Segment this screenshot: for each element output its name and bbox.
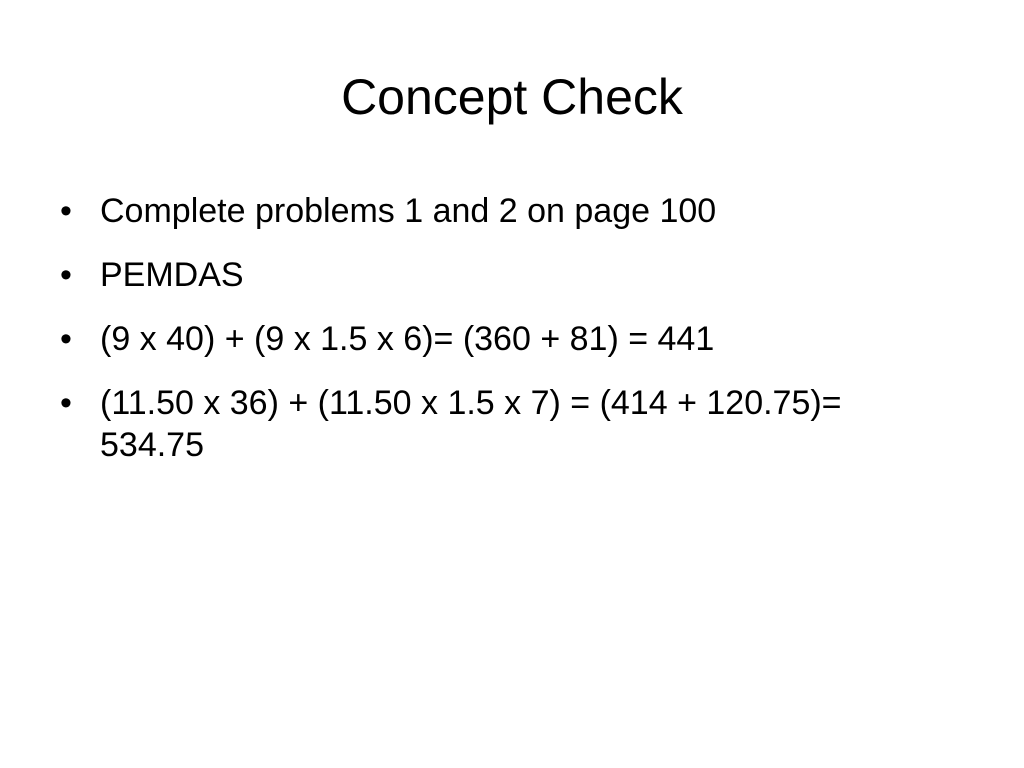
bullet-text: (11.50 x 36) + (11.50 x 1.5 x 7) = (414 + 120.75)= 534.75	[100, 384, 842, 464]
bullet-text: (9 x 40) + (9 x 1.5 x 6)= (360 + 81) = 441	[100, 320, 715, 358]
bullet-icon: •	[60, 192, 72, 230]
bullet-text: PEMDAS	[100, 256, 244, 294]
bullet-icon: •	[60, 256, 72, 294]
list-item	[60, 318, 860, 360]
bullet-list	[60, 190, 860, 488]
list-item	[60, 254, 860, 296]
list-item	[60, 190, 860, 232]
slide-title: Concept Check	[341, 69, 683, 125]
bullet-icon: •	[60, 384, 72, 422]
bullet-icon: •	[60, 320, 72, 358]
list-item	[60, 382, 860, 466]
bullet-text: Complete problems 1 and 2 on page 100	[100, 192, 717, 230]
